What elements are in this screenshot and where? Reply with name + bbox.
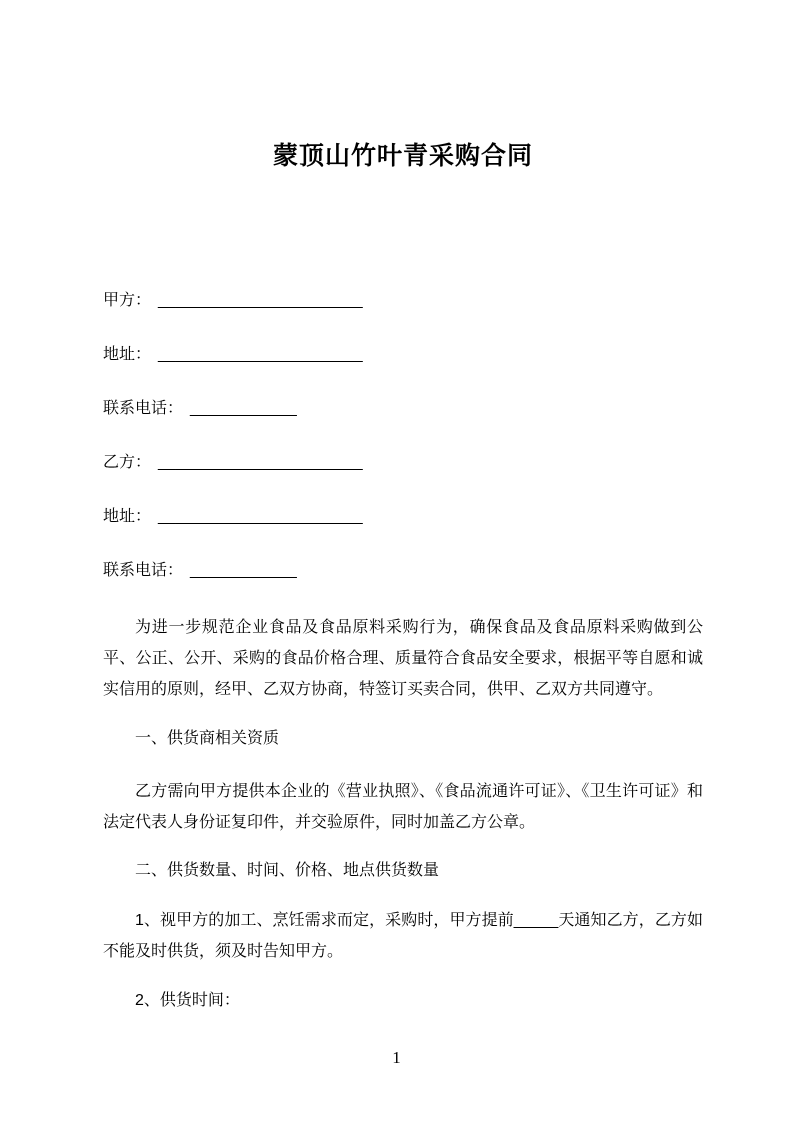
party-a-address-blank-line: _______________________	[158, 346, 363, 363]
party-a-label: 甲方：	[103, 292, 152, 309]
section-2-item-1: 1、视甲方的加工、烹饪需求而定，采购时，甲方提前_____天通知乙方，乙方如不能及时供货，须及时告知甲方。	[103, 912, 703, 960]
contract-title: 蒙顶山竹叶青采购合同	[272, 142, 533, 170]
party-b-label: 乙方：	[103, 454, 152, 471]
party-b-address-blank-line: _______________________	[158, 508, 363, 525]
party-b-phone-blank-line: ____________	[190, 562, 297, 579]
party-b-blank-line: _______________________	[158, 454, 363, 471]
page-number: 1	[392, 1048, 401, 1067]
party-a-blank-line: _______________________	[158, 292, 363, 309]
party-a-phone-row	[103, 398, 703, 420]
party-a-address-row	[103, 344, 703, 366]
preamble-paragraph: 为进一步规范企业食品及食品原料采购行为，确保食品及食品原料采购做到公平、公正、公开、采购的食品价格合理、质量符合食品安全要求，根据平等自愿和诚实信用的原则，经甲、乙双方协商，特签订买卖合同，供甲、乙双方共同遵守。	[103, 619, 703, 698]
party-a-phone-blank-line: ____________	[190, 400, 297, 417]
party-b-phone-row	[103, 560, 703, 582]
party-b-address-row	[103, 506, 703, 528]
party-b-address-label: 地址：	[103, 508, 152, 525]
party-a-phone-label: 联系电话：	[103, 400, 184, 417]
section-1-paragraph: 乙方需向甲方提供本企业的《营业执照》、《食品流通许可证》、《卫生许可证》和法定代表人身份证复印件，并交验原件，同时加盖乙方公章。	[103, 783, 703, 831]
section-2-heading: 二、供货数量、时间、价格、地点供货数量	[135, 862, 440, 879]
party-a-name-row	[103, 290, 703, 312]
section-1-heading: 一、供货商相关资质	[135, 730, 280, 747]
section-2-item-2: 2、供货时间：	[135, 992, 240, 1009]
party-info-block	[103, 290, 703, 582]
party-b-name-row	[103, 452, 703, 474]
party-b-phone-label: 联系电话：	[103, 562, 184, 579]
party-a-address-label: 地址：	[103, 346, 152, 363]
